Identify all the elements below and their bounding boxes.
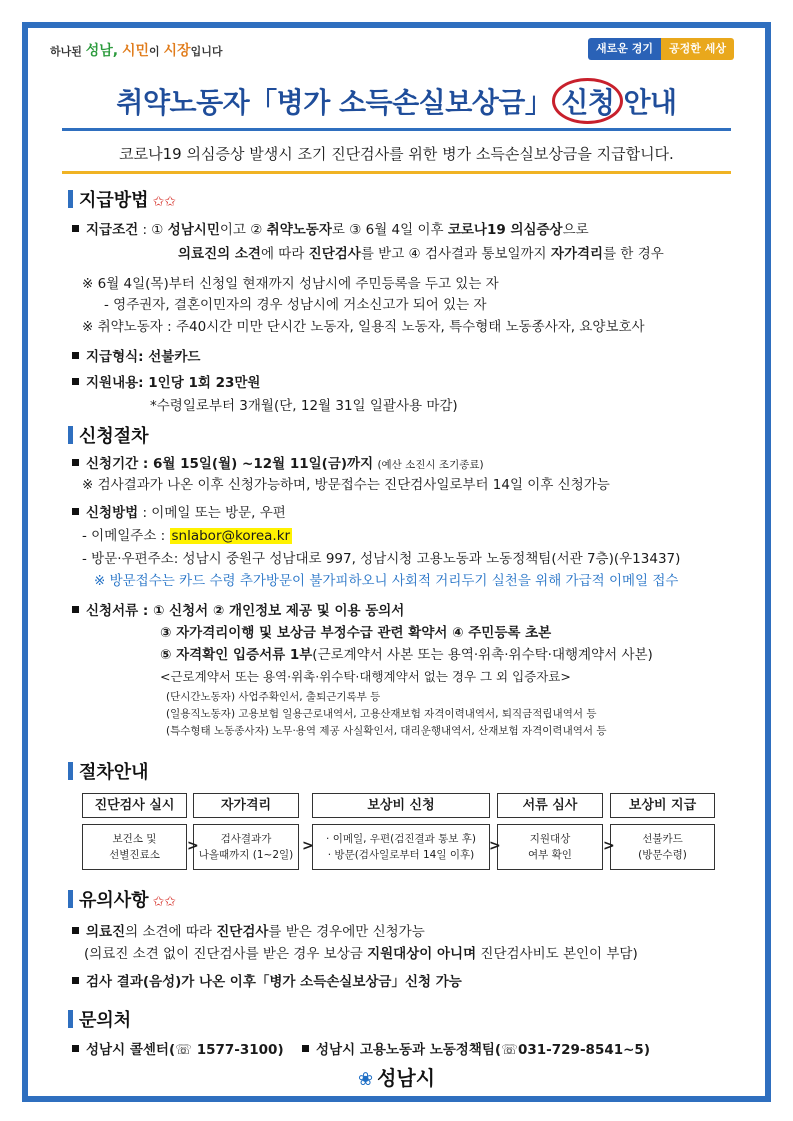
seongnam-city-logo-icon: ❀ — [357, 1069, 374, 1090]
note: ※ 6월 4일(목)부터 신청일 현재까지 성남시에 주민등록을 두고 있는 자 — [82, 276, 499, 292]
text: 지급형식: 선불카드 — [86, 349, 201, 365]
email-line — [82, 524, 292, 544]
payment-condition-cont — [178, 242, 664, 262]
caution-2 — [72, 970, 462, 990]
note: ※ 취약노동자 : 주40시간 미만 단시간 노동자, 일용직 노동자, 특수형태 노동종사자, 요양보호사 — [82, 319, 645, 335]
text: 나올때까지 (1~2일) — [198, 849, 294, 861]
page-title — [0, 78, 793, 124]
chevron-right-icon: > — [302, 838, 314, 854]
city-slogan — [50, 40, 222, 60]
subtitle: 코로나19 의심증상 발생시 조기 진단검사를 위한 병가 소득손실보상금을 지급합니다. — [119, 145, 674, 163]
bullet-icon — [72, 1045, 79, 1052]
label: 신청서류 — [86, 603, 139, 619]
text: 이고 ② — [219, 222, 267, 238]
note: ※ 검사결과가 나온 이후 신청가능하며, 방문접수는 진단검사일로부터 14일 이후 신청가능 — [82, 477, 610, 493]
text: (의료진 소견 없이 진단검사를 받은 경우 보상금 — [84, 946, 368, 962]
heading-text: 신청절차 — [79, 426, 149, 447]
text: 지원대상이 아니며 — [367, 946, 477, 962]
text: (예산 소진시 조기종료) — [377, 459, 484, 471]
step-title: 자가격리 — [193, 793, 299, 818]
label: 신청방법 — [86, 505, 139, 521]
text: 의 소견에 따라 — [125, 924, 217, 940]
caution-1-note — [84, 942, 638, 962]
text: · 이메일, 우편(검진결과 통보 후) — [326, 833, 476, 845]
bullet-icon — [72, 977, 79, 984]
text: 취약노동자 — [266, 222, 332, 238]
text: 자가격리 — [550, 246, 604, 262]
step-title: 보상비 지급 — [610, 793, 715, 818]
text: (방문수령) — [638, 849, 687, 861]
text: 성남시민 — [167, 222, 220, 238]
text: 를 받은 경우에만 신청가능 — [268, 924, 425, 940]
text: 선불카드 — [642, 833, 683, 845]
contact-callcenter — [72, 1038, 284, 1058]
text: : ① 신청서 ② 개인정보 제공 및 이용 동의서 — [138, 603, 405, 619]
text: 를 받고 ④ 검사결과 통보일까지 — [360, 246, 551, 262]
contact-labor-team — [302, 1038, 650, 1058]
note: - 영주권자, 결혼이민자의 경우 성남시에 거소신고가 되어 있는 자 — [104, 297, 487, 313]
slogan-part: 시민 — [121, 43, 150, 59]
text: 진단검사비도 본인이 부담) — [476, 946, 638, 962]
city-logo — [0, 1062, 793, 1091]
stars-icon: ✩✩ — [152, 194, 177, 210]
section-heading-process — [68, 758, 149, 784]
application-period — [72, 452, 484, 472]
docs-alt-header: <근로계약서 또는 용역·위촉·위수탁·대행계약서 없는 경우 그 외 입증자료> — [160, 669, 571, 684]
divider — [62, 128, 731, 131]
text: 지원대상 — [529, 833, 571, 845]
step-title: 진단검사 실시 — [82, 793, 187, 818]
text: 성남시 고용노동과 노동정책팀(☏031-729-8541~5) — [316, 1042, 650, 1058]
visit-address: - 방문·우편주소: 성남시 중원구 성남대로 997, 성남시청 고용노동과 노동정책팀(서관 7층)(우13437) — [82, 551, 681, 567]
docs-alt-item: (특수형태 노동종사자) 노무·용역 제공 사실확인서, 대리운행내역서, 산재보험 자격이력내역서 등 — [166, 725, 607, 737]
text: 를 한 경우 — [603, 246, 664, 262]
title-text: 안내 — [623, 86, 677, 119]
payment-condition — [72, 218, 589, 238]
required-docs — [72, 599, 404, 619]
text: 으로 — [562, 222, 589, 238]
text: ⑤ 자격확인 입증서류 1부 — [160, 647, 313, 663]
heading-text: 유의사항 — [79, 890, 149, 911]
slogan-part: 입니다 — [190, 45, 223, 58]
text: 진단검사 — [216, 924, 269, 940]
step-desc — [82, 824, 187, 870]
text: 진단검사 — [308, 246, 361, 262]
text: 코로나19 의심증상 — [447, 222, 563, 238]
docs-alt-item: (단시간노동자) 사업주확인서, 출퇴근기록부 등 — [166, 691, 381, 703]
step-title: 서류 심사 — [497, 793, 603, 818]
required-docs — [160, 643, 653, 663]
text: 의료진 — [86, 924, 126, 940]
text: 의료진의 소견 — [178, 246, 261, 262]
bullet-icon — [72, 508, 79, 515]
step-desc — [312, 824, 490, 870]
text: 검사결과가 — [220, 833, 272, 845]
application-method — [72, 501, 286, 521]
section-heading-cautions — [68, 886, 176, 912]
support-amount — [72, 371, 260, 391]
text: 검사 결과(음성)가 나온 이후「병가 소득손실보상금」신청 가능 — [86, 974, 462, 990]
text: 성남시 콜센터(☏ 1577-3100) — [86, 1042, 284, 1058]
section-heading-payment — [68, 186, 176, 212]
step-desc — [610, 824, 715, 870]
visit-note: ※ 방문접수는 카드 수령 추가방문이 불가피하오니 사회적 거리두기 실천을 위해 가급적 이메일 접수 — [94, 573, 679, 589]
step-desc — [497, 824, 603, 870]
badge-new-gyeonggi: 새로운 경기 — [588, 38, 661, 60]
bullet-icon — [72, 927, 79, 934]
text: 에 따라 — [260, 246, 309, 262]
title-text: 취약노동자「병가 소득손실보상금」 — [116, 86, 553, 119]
stars-icon: ✩✩ — [152, 894, 177, 910]
slogan-part: 시장 — [163, 43, 191, 59]
bullet-icon — [72, 225, 79, 232]
slogan-part: 성남, — [85, 43, 119, 59]
section-heading-contact — [68, 1006, 131, 1032]
payment-form — [72, 345, 200, 365]
chevron-right-icon: > — [603, 838, 615, 854]
text: 여부 확인 — [528, 849, 572, 861]
text: : ① — [138, 222, 168, 238]
title-stamp: 신청 — [552, 78, 623, 124]
amount-note: *수령일로부터 3개월(단, 12월 31일 일괄사용 마감) — [150, 398, 458, 414]
section-heading-procedure — [68, 422, 149, 448]
divider — [62, 171, 731, 174]
email-address[interactable]: snlabor@korea.kr — [171, 528, 291, 544]
slogan-part: 이 — [149, 45, 160, 58]
label: 지급조건 — [86, 222, 139, 238]
required-docs — [160, 621, 551, 641]
heading-text: 문의처 — [79, 1010, 132, 1031]
text: 선별진료소 — [109, 849, 160, 861]
step-title: 보상비 신청 — [312, 793, 490, 818]
text: (근로계약서 사본 또는 용역·위촉·위수탁·대행계약서 사본) — [312, 647, 653, 663]
logo-text: 성남시 — [377, 1066, 436, 1090]
text: 신청기간 : 6월 15일(월) ~12월 11일(금)까지 — [86, 456, 374, 472]
bullet-icon — [72, 352, 79, 359]
slogan-part: 하나된 — [50, 45, 82, 58]
bullet-icon — [72, 378, 79, 385]
text: 지원내용: 1인당 1회 23만원 — [86, 375, 261, 391]
text: : 이메일 또는 방문, 우편 — [138, 505, 286, 521]
caution-1 — [72, 920, 425, 940]
bullet-icon — [72, 606, 79, 613]
badge-fair-world: 공정한 세상 — [661, 38, 734, 60]
heading-text: 절차안내 — [79, 762, 149, 783]
docs-alt-item: (일용직노동자) 고용보험 일용근로내역서, 고용산재보험 자격이력내역서, 퇴직금적립내역서 등 — [166, 708, 597, 720]
text: 보건소 및 — [112, 833, 157, 845]
text: ③ 자가격리이행 및 보상금 부정수급 관련 확약서 ④ 주민등록 초본 — [160, 625, 552, 641]
chevron-right-icon: > — [489, 838, 501, 854]
text: · 방문(검사일로부터 14일 이후) — [327, 849, 475, 861]
chevron-right-icon: > — [187, 838, 199, 854]
step-desc — [193, 824, 299, 870]
bullet-icon — [302, 1045, 309, 1052]
bullet-icon — [72, 459, 79, 466]
heading-text: 지급방법 — [79, 190, 149, 211]
text: 로 ③ 6월 4일 이후 — [331, 222, 448, 238]
label: - 이메일주소 : — [82, 528, 170, 544]
